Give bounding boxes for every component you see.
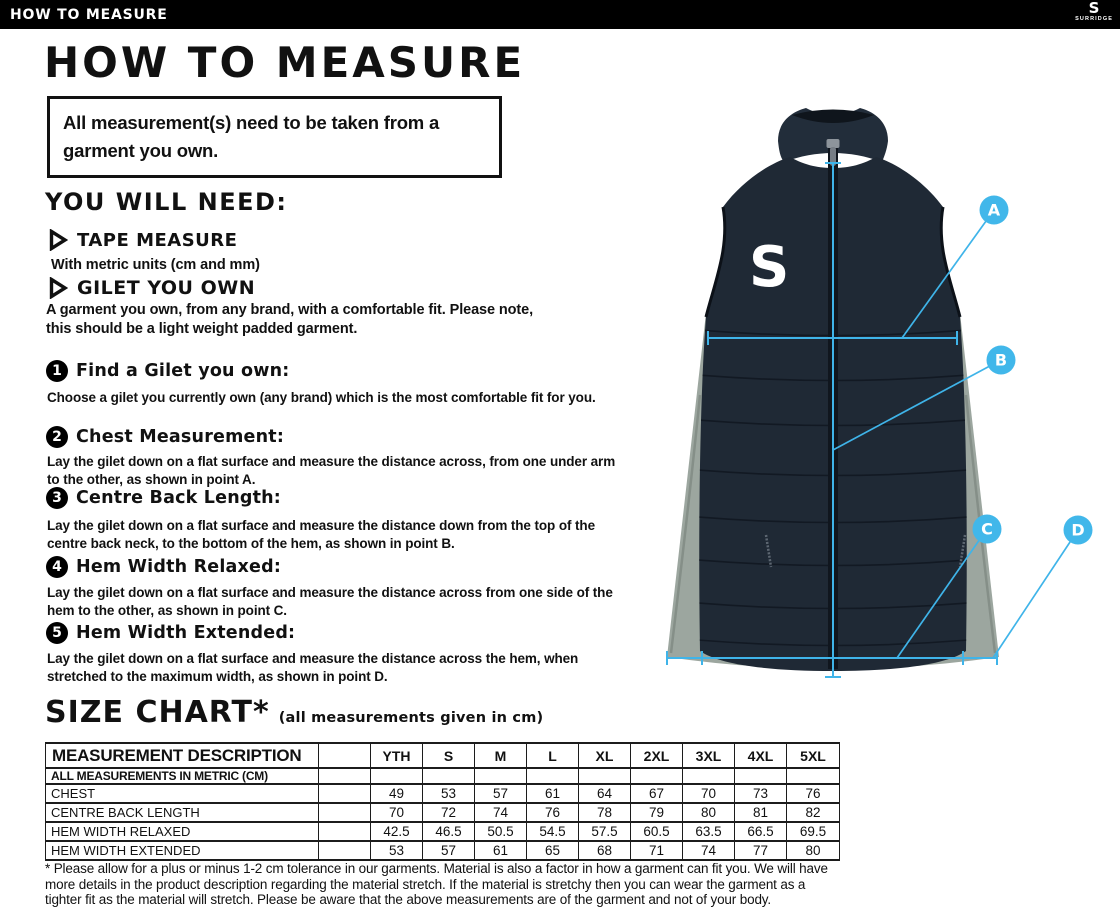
step-number-badge: 1 — [46, 360, 68, 382]
cell-value: 61 — [475, 841, 527, 860]
point-labels — [973, 196, 1093, 545]
step-title: Centre Back Length: — [76, 488, 282, 508]
cell-value: 72 — [423, 803, 475, 822]
row-label: CENTRE BACK LENGTH — [46, 803, 319, 822]
header-measurement-description: MEASUREMENT DESCRIPTION — [46, 743, 319, 768]
table-row-hem-width-extended — [46, 841, 840, 860]
cell-value: 80 — [683, 803, 735, 822]
size-chart-table — [45, 742, 840, 861]
header-size: 4XL — [735, 743, 787, 768]
step-4-heading — [46, 556, 281, 578]
cell-value: 69.5 — [787, 822, 840, 841]
header-size: 5XL — [787, 743, 840, 768]
cell-value: 57.5 — [579, 822, 631, 841]
step-title: Chest Measurement: — [76, 427, 285, 447]
size-chart-subtitle: (all measurements given in cm) — [278, 710, 544, 726]
header-size: XL — [579, 743, 631, 768]
cell-value: 81 — [735, 803, 787, 822]
step-3-heading — [46, 487, 281, 509]
header-size: S — [423, 743, 475, 768]
triangle-bullet-icon — [49, 277, 68, 299]
cell-value: 82 — [787, 803, 840, 822]
gilet-measurement-diagram — [620, 95, 1120, 715]
row-label: CHEST — [46, 784, 319, 803]
page-title: HOW TO MEASURE — [44, 38, 526, 87]
need-item-title: TAPE MEASURE — [77, 229, 238, 251]
surridge-s-icon: S — [1088, 0, 1100, 17]
footnote-line: more details in the product description regarding the material stretch. If the material is stretchy then you can wear the garment as a — [45, 876, 806, 892]
cell-value: 68 — [579, 841, 631, 860]
cell-value: 60.5 — [631, 822, 683, 841]
cell-value: 53 — [423, 784, 475, 803]
header-size: 2XL — [631, 743, 683, 768]
gilet-chest-logo: S — [749, 235, 790, 300]
cell-value: 50.5 — [475, 822, 527, 841]
cell-value: 79 — [631, 803, 683, 822]
table-row-hem-width-relaxed — [46, 822, 840, 841]
cell-value: 57 — [475, 784, 527, 803]
header-size: 3XL — [683, 743, 735, 768]
you-will-need-heading: YOU WILL NEED: — [45, 188, 288, 216]
size-chart-heading — [45, 695, 544, 730]
cell-value: 77 — [735, 841, 787, 860]
footnote-line: * Please allow for a plus or minus 1-2 cm tolerance in our garments. Material is also a factor in how a garment can fit you. We will have — [45, 861, 828, 876]
size-chart-table-wrap — [45, 742, 840, 861]
cell-value: 61 — [527, 784, 579, 803]
step-4-body: Lay the gilet down on a flat surface and measure the distance across from one side of the hem to the other, as shown in point C. — [47, 585, 613, 618]
metric-note: ALL MEASUREMENTS IN METRIC (CM) — [46, 768, 319, 784]
step-title: Hem Width Extended: — [76, 623, 296, 643]
step-title: Find a Gilet you own: — [76, 361, 290, 381]
point-a-label: A — [987, 200, 1001, 220]
point-b-label: B — [994, 350, 1008, 370]
point-d-label: D — [1071, 520, 1085, 540]
need-item-description: A garment you own, from any brand, with a comfortable fit. Please note, this should be a light weight padded garment. — [46, 302, 534, 337]
intro-note-text: All measurement(s) need to be taken from a garment you own. — [63, 112, 440, 161]
cell-value: 70 — [683, 784, 735, 803]
cell-value: 76 — [527, 803, 579, 822]
cell-value: 49 — [371, 784, 423, 803]
step-number-badge: 5 — [46, 622, 68, 644]
need-item-title: GILET YOU OWN — [77, 277, 256, 299]
cell-value: 76 — [787, 784, 840, 803]
step-5-heading — [46, 622, 295, 644]
cell-value: 80 — [787, 841, 840, 860]
top-bar — [0, 0, 1120, 29]
cell-value: 71 — [631, 841, 683, 860]
step-number-badge: 3 — [46, 487, 68, 509]
cell-value: 70 — [371, 803, 423, 822]
step-number-badge: 2 — [46, 426, 68, 448]
header-size: L — [527, 743, 579, 768]
cell-value: 46.5 — [423, 822, 475, 841]
step-5-body: Lay the gilet down on a flat surface and measure the distance across the hem, when stretched to the maximum width, as shown in point D. — [47, 651, 579, 684]
table-row-chest — [46, 784, 840, 803]
cell-value: 66.5 — [735, 822, 787, 841]
triangle-bullet-icon — [49, 229, 68, 251]
cell-value: 63.5 — [683, 822, 735, 841]
point-c-label: C — [981, 519, 993, 539]
footnote-line: tighter fit as the material will stretch. Please be aware that the above measurements are of the garment and not of your body. — [45, 892, 772, 908]
step-2-heading — [46, 426, 284, 448]
intro-note-box — [47, 96, 502, 178]
cell-value: 73 — [735, 784, 787, 803]
need-item-gilet — [49, 277, 255, 299]
cell-value: 42.5 — [371, 822, 423, 841]
cell-value: 78 — [579, 803, 631, 822]
cell-value: 67 — [631, 784, 683, 803]
cell-value: 54.5 — [527, 822, 579, 841]
step-3-body: Lay the gilet down on a flat surface and measure the distance down from the top of the centre back neck, to the bottom of the hem, as shown in point B. — [47, 518, 595, 551]
step-number-badge: 4 — [46, 556, 68, 578]
size-chart-title: SIZE CHART* — [45, 695, 270, 730]
step-1-body: Choose a gilet you currently own (any brand) which is the most comfortable fit for you. — [47, 390, 596, 405]
surridge-wordmark: SURRIDGE — [1075, 16, 1113, 22]
cell-value: 74 — [683, 841, 735, 860]
step-1-heading — [46, 360, 289, 382]
cell-value: 74 — [475, 803, 527, 822]
header-size: M — [475, 743, 527, 768]
top-bar-title: HOW TO MEASURE — [10, 6, 168, 23]
cell-value: 65 — [527, 841, 579, 860]
size-chart-footnote — [45, 861, 828, 908]
table-row-centre-back-length — [46, 803, 840, 822]
need-item-description: With metric units (cm and mm) — [51, 257, 260, 273]
step-title: Hem Width Relaxed: — [76, 557, 282, 577]
zip-pull — [827, 139, 840, 148]
row-label: HEM WIDTH EXTENDED — [46, 841, 319, 860]
metric-note-row — [46, 768, 840, 784]
step-2-body: Lay the gilet down on a flat surface and measure the distance across, from one under arm to the other, as shown in point A. — [47, 454, 616, 487]
cell-value: 53 — [371, 841, 423, 860]
cell-value: 64 — [579, 784, 631, 803]
spacer-column — [319, 743, 371, 768]
need-item-tape-measure — [49, 229, 237, 251]
surridge-logo — [1075, 1, 1113, 23]
table-header-row — [46, 743, 840, 768]
cell-value: 57 — [423, 841, 475, 860]
header-size: YTH — [371, 743, 423, 768]
row-label: HEM WIDTH RELAXED — [46, 822, 319, 841]
leader-d — [993, 530, 1078, 658]
